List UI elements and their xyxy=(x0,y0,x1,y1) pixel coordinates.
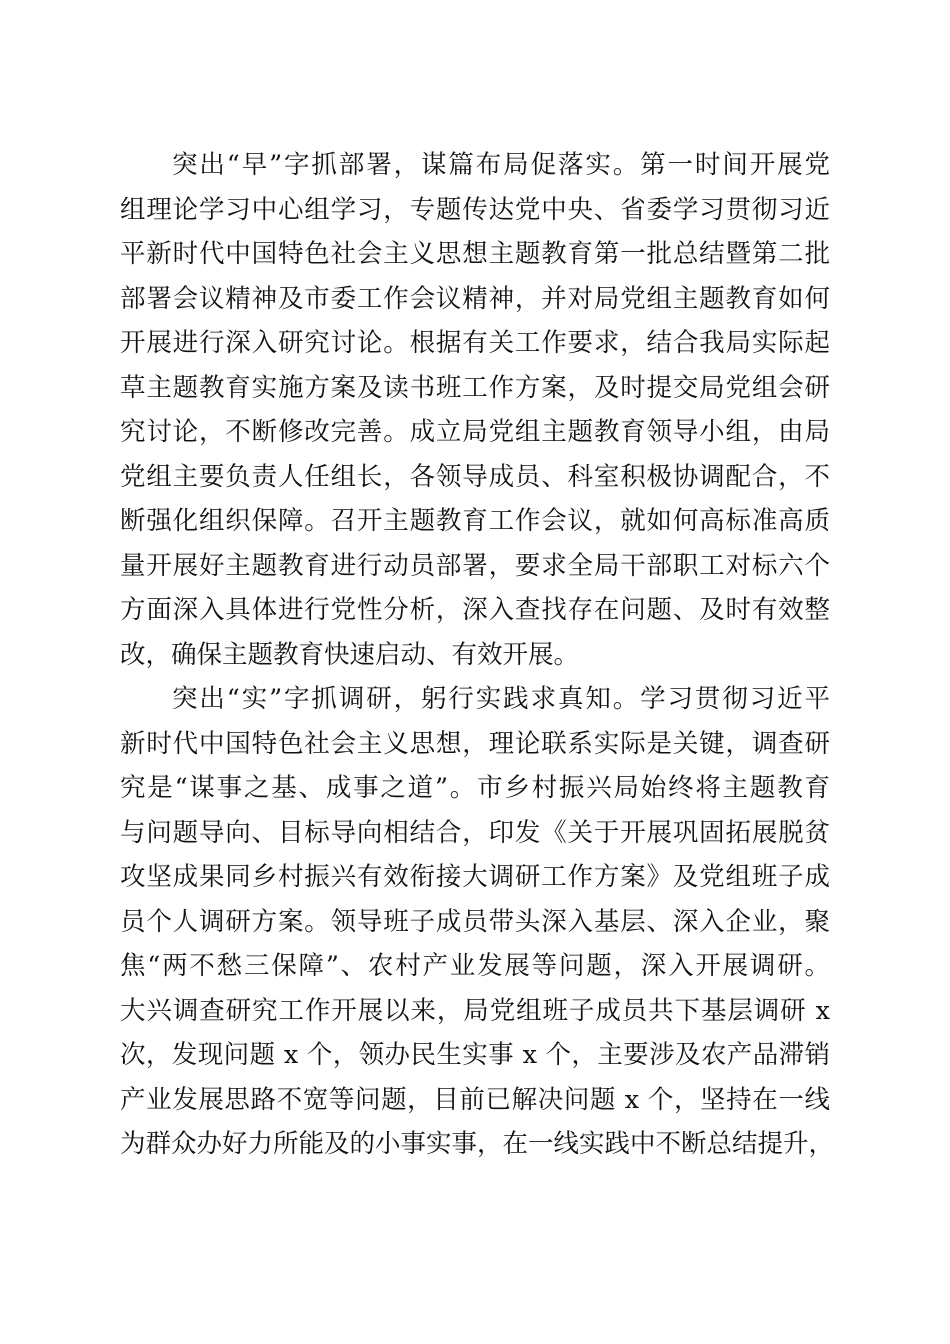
paragraph-line: 改，确保主题教育快速启动、有效开展。 xyxy=(120,639,580,670)
paragraph-line: 次，发现问题 x 个，领办民生实事 x 个，主要涉及农产品滞销 xyxy=(120,1040,830,1070)
paragraph-line: 开展进行深入研究讨论。根据有关工作要求，结合我局实际起 xyxy=(120,328,830,358)
paragraph-line: 草主题教育实施方案及读书班工作方案，及时提交局党组会研 xyxy=(120,372,830,403)
paragraph-line: 究是“谋事之基、成事之道”。市乡村振兴局始终将主题教育 xyxy=(120,773,830,803)
paragraph-line: 组理论学习中心组学习，专题传达党中央、省委学习贯彻习近 xyxy=(120,194,830,225)
paragraph-line: 焦“两不愁三保障”、农村产业发展等问题，深入开展调研。 xyxy=(120,951,830,981)
paragraph-line: 大兴调查研究工作开展以来，局党组班子成员共下基层调研 x xyxy=(120,995,830,1026)
paragraph-line: 为群众办好力所能及的小事实事，在一线实践中不断总结提升， xyxy=(120,1129,835,1159)
paragraph-line: 新时代中国特色社会主义思想，理论联系实际是关键，调查研 xyxy=(120,728,830,759)
paragraph-line: 党组主要负责人任组长，各领导成员、科室积极协调配合，不 xyxy=(120,461,830,492)
paragraph-line: 究讨论，不断修改完善。成立局党组主题教育领导小组，由局 xyxy=(120,417,830,447)
paragraph-line: 与问题导向、目标导向相结合，印发《关于开展巩固拓展脱贫 xyxy=(120,817,830,848)
paragraph-line: 突出“早”字抓部署，谋篇布局促落实。第一时间开展党 xyxy=(172,150,830,180)
paragraph-line: 攻坚成果同乡村振兴有效衔接大调研工作方案》及党组班子成 xyxy=(120,862,830,892)
paragraph-line: 产业发展思路不宽等问题，目前已解决问题 x 个，坚持在一线 xyxy=(120,1084,830,1115)
paragraph-line: 部署会议精神及市委工作会议精神，并对局党组主题教育如何 xyxy=(120,283,830,314)
document-body xyxy=(120,143,835,1167)
paragraph-early-deployment xyxy=(120,143,830,677)
paragraph-line: 量开展好主题教育进行动员部署，要求全局干部职工对标六个 xyxy=(120,550,830,581)
paragraph-line: 方面深入具体进行党性分析，深入查找存在问题、及时有效整 xyxy=(120,595,830,625)
paragraph-line: 突出“实”字抓调研，躬行实践求真知。学习贯彻习近平 xyxy=(172,684,830,714)
paragraph-line: 平新时代中国特色社会主义思想主题教育第一批总结暨第二批 xyxy=(120,239,830,269)
paragraph-practical-research xyxy=(120,677,835,1167)
paragraph-line: 断强化组织保障。召开主题教育工作会议，就如何高标准高质 xyxy=(120,506,830,536)
paragraph-line: 员个人调研方案。领导班子成员带头深入基层、深入企业，聚 xyxy=(120,906,830,937)
